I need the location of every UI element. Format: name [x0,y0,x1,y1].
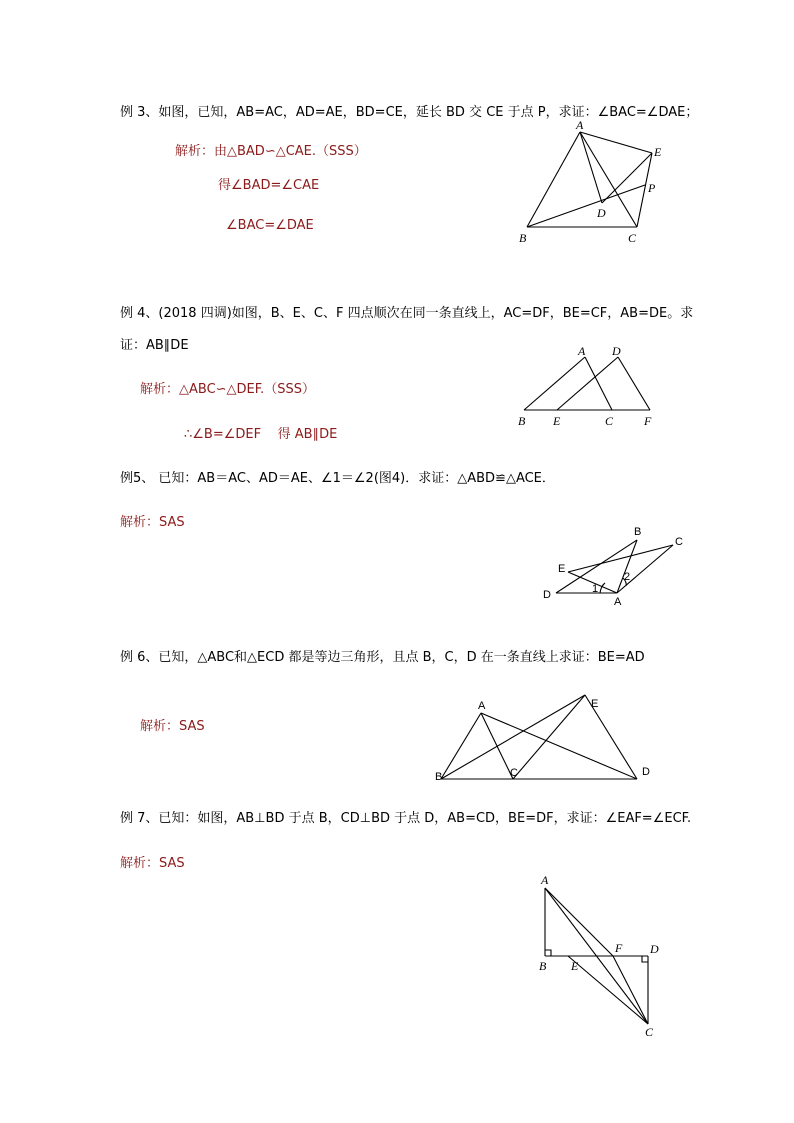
ex7-label-a: A [541,873,549,887]
ex5-lines [556,540,673,593]
ex6-label-c: C [510,767,518,779]
ex5-question: 例5、 已知：AB＝AC、AD＝AE、∠1＝∠2(图4)．求证：△ABD≌△ACE． [120,471,555,486]
ex7-solution: 解析：SAS [120,856,185,871]
ex3-solution-line1: 解析：由△BAD∽△CAE.（SSS） [175,144,367,159]
ex7-lines [545,888,648,1024]
ex7-label-b: B [539,959,547,973]
ex3-label-p: P [648,181,656,195]
ex3-label-e: E [654,145,662,159]
ex7-label-d: D [650,942,659,956]
ex3-label-c: C [628,231,637,245]
ex6-label-a: A [478,700,486,712]
ex6-label-b: B [435,771,443,783]
ex6-question: 例 6、已知，△ABC和△ECD 都是等边三角形，且点 B，C，D 在一条直线上求证：BE=AD [120,650,645,665]
ex3-question: 例 3、如图，已知，AB=AC，AD=AE，BD=CE，延长 BD 交 CE 于点 P，求证：∠BAC=∠DAE； [120,105,699,120]
ex3-solution-line2: 得∠BAD=∠CAE [218,178,320,193]
ex6-label-d: D [642,766,650,778]
ex7-label-c: C [645,1025,654,1039]
ex4-question-line2: 证：AB∥DE [120,338,189,353]
ex4-label-d: D [612,344,621,358]
ex5-label-b: B [634,526,642,538]
ex7-question: 例 7、已知：如图，AB⊥BD 于点 B，CD⊥BD 于点 D，AB=CD，BE=DF，求证：∠EAF=∠ECF. [120,811,692,826]
ex3-solution-line3: ∠BAC=∠DAE [226,218,314,233]
ex7-label-f: F [615,941,623,955]
ex6-solution: 解析：SAS [140,719,205,734]
ex3-label-d: D [597,206,606,220]
ex4-solution-line1: 解析：△ABC∽△DEF.（SSS） [140,382,316,397]
ex5-label-a: A [614,596,622,608]
ex6-lines [441,695,637,779]
ex5-label-e: E [558,563,566,575]
ex4-label-e: E [553,414,561,428]
ex4-lines [524,357,650,410]
ex5-label-d: D [543,589,551,601]
ex4-label-a: A [578,344,586,358]
ex7-label-e: E [571,959,579,973]
ex4-label-c: C [605,414,614,428]
ex6-label-e: E [591,698,599,710]
ex3-lines [527,132,652,227]
ex4-question-line1: 例 4、(2018 四调)如图，B、E、C、F 四点顺次在同一条直线上，AC=DF，BE=CF，AB=DE。求 [120,306,694,321]
ex3-label-a: A [576,118,584,132]
ex5-label-c: C [675,536,683,548]
ex4-solution-line2: ∴∠B=∠DEF 得 AB∥DE [184,427,338,442]
ex5-angle-1: 1 [592,583,599,595]
ex4-label-f: F [644,414,652,428]
ex3-label-b: B [519,231,527,245]
ex5-angle-2: 2 [624,571,631,583]
ex4-label-b: B [518,414,526,428]
ex5-solution: 解析：SAS [120,515,185,530]
